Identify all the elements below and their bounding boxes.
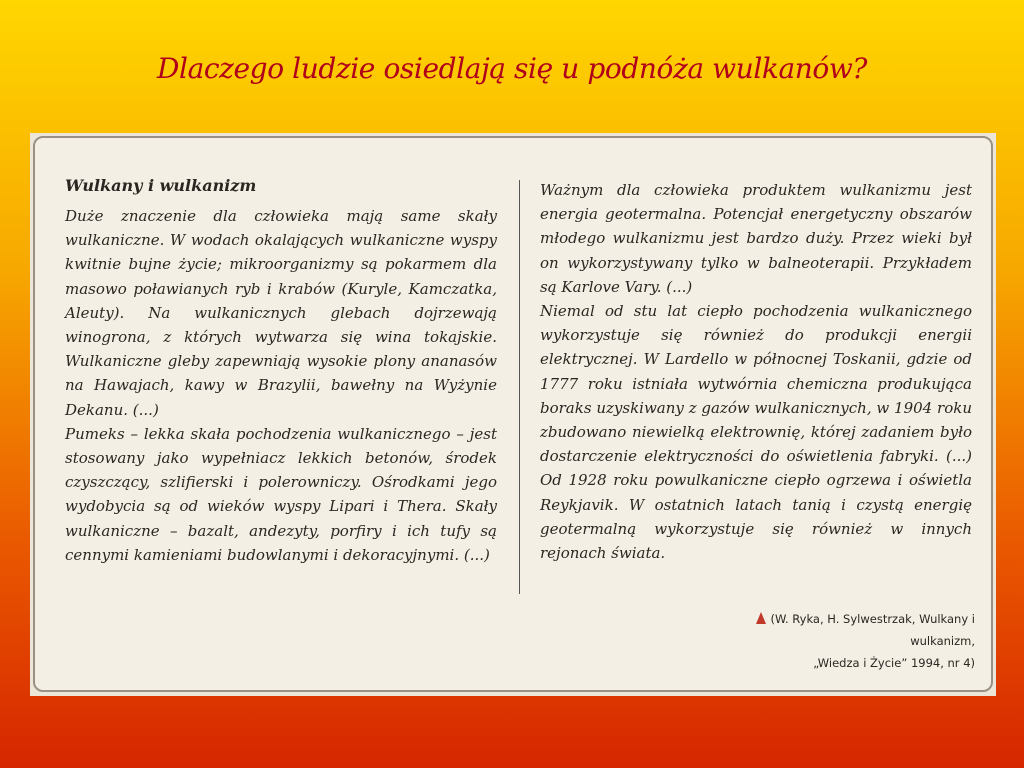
slide-title: Dlaczego ludzie osiedlają się u podnóża wulkanów? <box>156 52 868 85</box>
triangle-icon <box>756 612 766 624</box>
citation-line-1-wrap <box>695 608 975 652</box>
text-box <box>33 136 993 692</box>
right-paragraph-2: Niemal od stu lat ciepło pochodzenia wulkanicznego wykorzystuje się również do produkcji energii elektrycznej. W Lardello w północnej Toskanii, gdzie od 1777 roku istniała wytwórnia chemiczna produkująca boraks uzyskiwany z gazów wulkanicznych, w 1904 roku zbudowano niewielką elektrownię, której zadaniem było dostarczenie elektryczności do oświetlenia fabryki. (...) Od 1928 roku powulkaniczne ciepło ogrzewa i oświetla Reykjavik. W ostatnich latach tanią i czystą energię geotermalną wykorzystuje się również w innych rejonach świata. <box>540 302 972 563</box>
left-paragraph-2: Pumeks – lekka skała pochodzenia wulkanicznego – jest stosowany jako wypełniacz lekkich betonów, środek czyszczący, szlifierski i polerowniczy. Ośrodkami jego wydobycia są od wieków wyspy Lipari i Thera. Skały wulkaniczne – bazalt, andezyty, porfiry i ich tufy są cennymi kamieniami budowlanymi i dekoracyjnymi. (...) <box>65 424 497 564</box>
left-paragraph-1: Duże znaczenie dla człowieka mają same skały wulkaniczne. W wodach okalających wulkaniczne wyspy kwitnie bujne życie; mikroorganizmy są pokarmem dla masowo poławianych ryb i krabów (Kuryle, Kamczatka, Aleuty). Na wulkanicznych glebach dojrzewają winogrona, z których wytwarza się wina tokajskie. Wulkaniczne gleby zapewniają wysokie plony ananasów na Hawajach, kawy w Brazylii, bawełny na Wyżynie Dekanu. (...) <box>65 207 497 419</box>
left-column <box>65 204 497 567</box>
right-paragraph-1: Ważnym dla człowieka produktem wulkanizmu jest energia geotermalna. Potencjał energetyczny obszarów młodego wulkanizmu jest bardzo duży. Przez wieki był on wykorzystywany tylko w balneoterapii. Przykładem są Karlove Vary. (...) <box>540 181 972 296</box>
right-column <box>540 178 972 565</box>
column-divider <box>519 180 520 594</box>
citation-line-2: „Wiedza i Życie” 1994, nr 4) <box>813 656 975 670</box>
citation <box>695 608 975 674</box>
citation-line-1: (W. Ryka, H. Sylwestrzak, Wulkany i wulkanizm, <box>770 612 975 648</box>
scanned-textbook-page <box>30 133 996 696</box>
section-heading: Wulkany i wulkanizm <box>65 176 257 195</box>
